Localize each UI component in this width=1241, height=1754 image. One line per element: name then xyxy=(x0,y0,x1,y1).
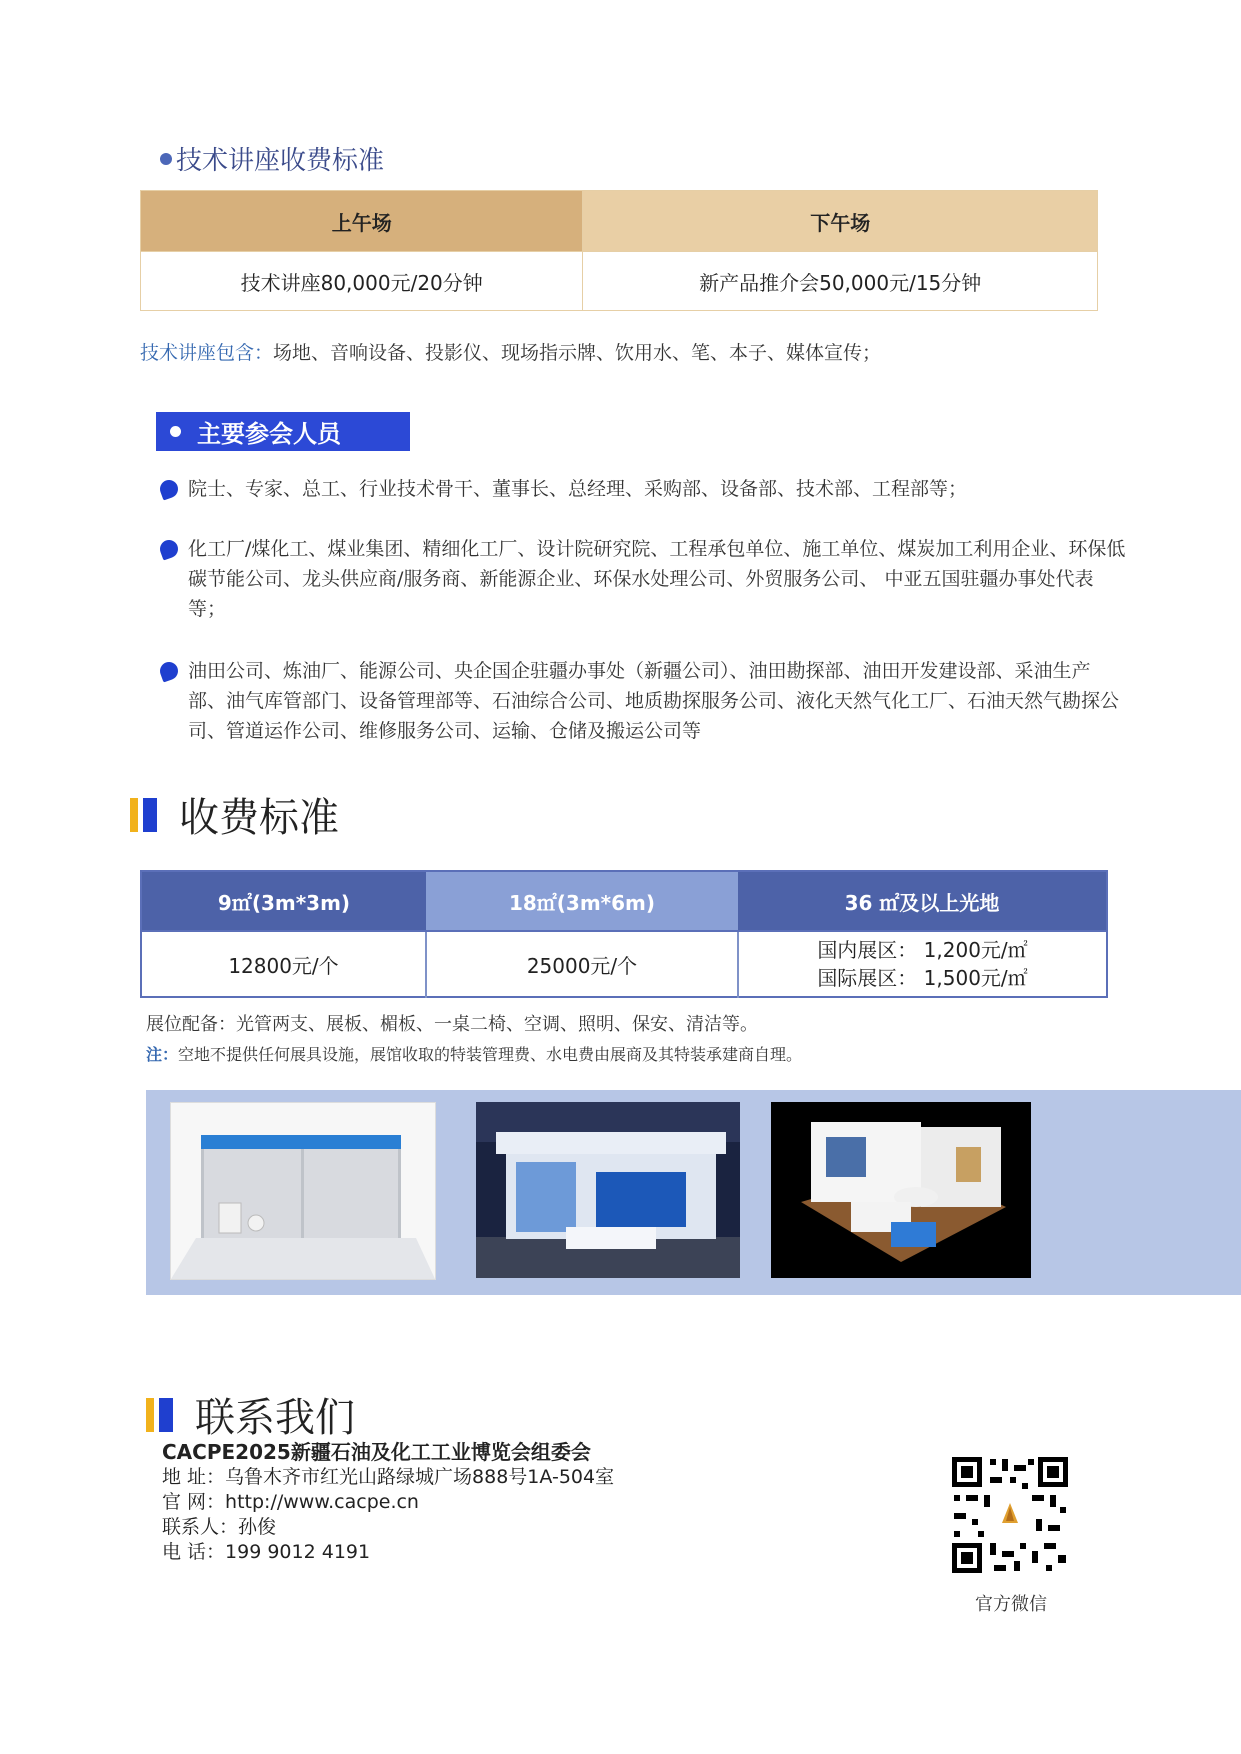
col-standard-18: 18㎡(3m*6m) xyxy=(426,871,738,931)
contact-website[interactable]: 官 网：http://www.cacpe.cn xyxy=(162,1491,419,1513)
contact-address: 地 址：乌鲁木齐市红光山路绿城广场888号1A-504室 xyxy=(162,1466,615,1488)
bullet-dot-icon xyxy=(160,153,172,165)
pm-session-header: 下午场 xyxy=(583,191,1098,252)
note-text: 空地不提供任何展具设施，展馆收取的特装管理费、水电费由展商及其特装承建商自理。 xyxy=(178,1045,803,1064)
col-raw-space: 36 ㎡及以上光地 xyxy=(738,871,1107,931)
price-standard-18: 25000元/个 xyxy=(426,931,738,997)
heading-bars-icon xyxy=(146,1398,173,1432)
international-price: 国际展区： 1,500元/㎡ xyxy=(817,966,1028,990)
blob-bullet-icon xyxy=(157,537,180,560)
lecture-fee-title: 技术讲座收费标准 xyxy=(160,140,384,177)
booth-equipment-note: 展位配备：光管两支、展板、楣板、一桌二椅、空调、照明、保安、清洁等。 xyxy=(146,1014,758,1035)
blob-bullet-icon xyxy=(157,477,180,500)
heading-bars-icon xyxy=(130,798,157,832)
lecture-includes xyxy=(140,338,881,365)
list-item: 院士、专家、总工、行业技术骨干、董事长、总经理、采购部、设备部、技术部、工程部等； xyxy=(160,474,1128,504)
render-booth-image xyxy=(771,1102,1031,1278)
col-standard-9: 9㎡(3m*3m) xyxy=(141,871,426,931)
organizer-name: CACPE2025新疆石油及化工工业博览会组委会 xyxy=(162,1440,591,1464)
fees-heading: 收费标准 xyxy=(130,786,339,843)
contact-person: 联系人：孙俊 xyxy=(162,1516,277,1538)
contact-block xyxy=(162,1440,614,1565)
contact-heading: 联系我们 xyxy=(146,1386,355,1443)
wechat-qr-code xyxy=(950,1455,1070,1575)
bullet-dot-icon xyxy=(170,426,181,437)
lecture-fee-table xyxy=(140,190,1098,311)
price-standard-9: 12800元/个 xyxy=(141,931,426,997)
am-session-price: 技术讲座80,000元/20分钟 xyxy=(141,252,583,311)
blob-bullet-icon xyxy=(157,659,180,682)
pm-session-price: 新产品推介会50,000元/15分钟 xyxy=(583,252,1098,311)
standard-booth-image xyxy=(170,1102,436,1280)
contact-phone: 电 话：199 9012 4191 xyxy=(162,1541,371,1563)
includes-text: 场地、音响设备、投影仪、现场指示牌、饮用水、笔、本子、媒体宣传； xyxy=(273,342,882,364)
includes-label: 技术讲座包含： xyxy=(140,342,274,364)
booth-fee-table xyxy=(140,870,1108,998)
qr-caption: 官方微信 xyxy=(975,1594,1047,1615)
list-item: 油田公司、炼油厂、能源公司、央企国企驻疆办事处（新疆公司）、油田勘探部、油田开发建设部、采油生产部、油气库管部门、设备管理部等、石油综合公司、地质勘探服务公司、液化天然气化工厂、石油天然气勘探公司、管道运作公司、维修服务公司、运输、仓储及搬运公司等 xyxy=(160,656,1128,746)
special-booth-image xyxy=(476,1102,740,1278)
raw-space-note xyxy=(146,1042,802,1065)
attendees-title-bar: 主要参会人员 xyxy=(156,412,410,451)
note-label: 注： xyxy=(146,1045,179,1064)
am-session-header: 上午场 xyxy=(141,191,583,252)
domestic-price: 国内展区： 1,200元/㎡ xyxy=(817,938,1028,962)
list-item: 化工厂/煤化工、煤业集团、精细化工厂、设计院研究院、工程承包单位、施工单位、煤炭加工利用企业、环保低碳节能公司、龙头供应商/服务商、新能源企业、环保水处理公司、外贸服务公司、 中亚五国驻疆办事处代表等； xyxy=(160,534,1128,624)
price-raw-space xyxy=(738,931,1107,997)
